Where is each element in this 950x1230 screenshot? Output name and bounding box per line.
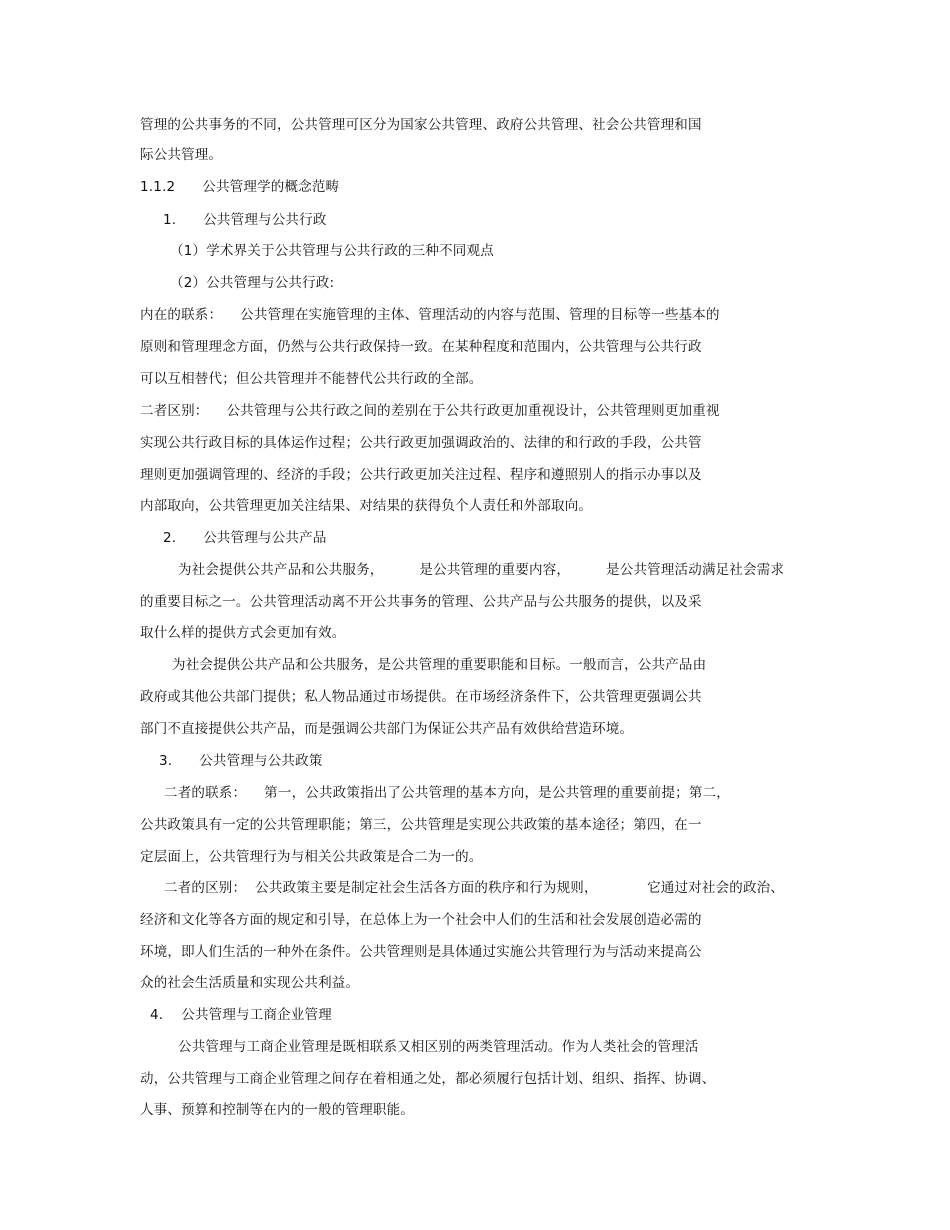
- text-line: 为社会提供公共产品和公共服务， 是公共管理的重要内容， 是公共管理活动满足社会需求: [178, 562, 785, 578]
- text-line: 实现公共行政目标的具体运作过程；公共行政更加强调政治的、法律的和行政的手段，公共管: [140, 435, 702, 451]
- text-line: 动，公共管理与工商企业管理之间存在着相通之处，都必须履行包括计划、组织、指挥、协调、: [140, 1071, 716, 1087]
- text-line: 内在的联系： 公共管理在实施管理的主体、管理活动的内容与范围、管理的目标等一些基本的: [140, 307, 720, 323]
- text-line: 原则和管理理念方面，仍然与公共行政保持一致。在某种程度和范围内，公共管理与公共行政: [140, 339, 702, 355]
- text-line: 为社会提供公共产品和公共服务，是公共管理的重要职能和目标。一般而言，公共产品由: [172, 657, 707, 673]
- text-line: 政府或其他公共部门提供；私人物品通过市场提供。在市场经济条件下，公共管理更强调公共: [140, 689, 702, 705]
- subsection-heading: 2. 公共管理与公共产品: [163, 530, 327, 546]
- text-line: 际公共管理。: [140, 147, 223, 163]
- text-line: 定层面上，公共管理行为与相关公共政策是合二为一的。: [140, 849, 483, 865]
- subsection-heading: 1. 公共管理与公共行政: [163, 212, 327, 228]
- text-line: 内部取向，公共管理更加关注结果、对结果的获得负个人责任和外部取向。: [140, 498, 593, 514]
- text-line: 众的社会生活质量和实现公共利益。: [140, 975, 360, 991]
- text-line: 公共管理与工商企业管理是既相联系又相区别的两类管理活动。作为人类社会的管理活: [178, 1039, 699, 1055]
- text-line: 二者的区别： 公共政策主要是制定社会生活各方面的秩序和行为规则， 它通过对社会的政治、: [164, 880, 785, 896]
- text-line: （2）公共管理与公共行政:: [170, 275, 335, 291]
- text-line: （1）学术界关于公共管理与公共行政的三种不同观点: [170, 243, 494, 259]
- subsection-heading: 3. 公共管理与公共政策: [159, 753, 323, 769]
- section-heading: 1.1.2 公共管理学的概念范畴: [140, 179, 340, 195]
- text-line: 二者区别： 公共管理与公共行政之间的差别在于公共行政更加重视设计，公共管理则更加重视: [140, 403, 720, 419]
- text-line: 环境，即人们生活的一种外在条件。公共管理则是具体通过实施公共管理行为与活动来提高公: [140, 944, 702, 960]
- text-line: 经济和文化等各方面的规定和引导，在总体上为一个社会中人们的生活和社会发展创造必需的: [140, 912, 702, 928]
- text-line: 理则更加强调管理的、经济的手段；公共行政更加关注过程、程序和遵照别人的指示办事以及: [140, 467, 702, 483]
- text-line: 的重要目标之一。公共管理活动离不开公共事务的管理、公共产品与公共服务的提供，以及采: [140, 594, 702, 610]
- subsection-heading: 4. 公共管理与工商企业管理: [150, 1007, 332, 1023]
- text-line: 二者的联系： 第一，公共政策指出了公共管理的基本方向，是公共管理的重要前提；第二，: [164, 785, 730, 801]
- text-line: 取什么样的提供方式会更加有效。: [140, 625, 346, 641]
- text-line: 可以互相替代；但公共管理并不能替代公共行政的全部。: [140, 371, 483, 387]
- text-line: 公共政策具有一定的公共管理职能；第三，公共管理是实现公共政策的基本途径；第四，在一: [140, 817, 702, 833]
- text-line: 管理的公共事务的不同，公共管理可区分为国家公共管理、政府公共管理、社会公共管理和国: [140, 117, 702, 133]
- text-line: 部门不直接提供公共产品，而是强调公共部门为保证公共产品有效供给营造环境。: [140, 721, 634, 737]
- text-line: 人事、预算和控制等在内的一般的管理职能。: [140, 1102, 414, 1118]
